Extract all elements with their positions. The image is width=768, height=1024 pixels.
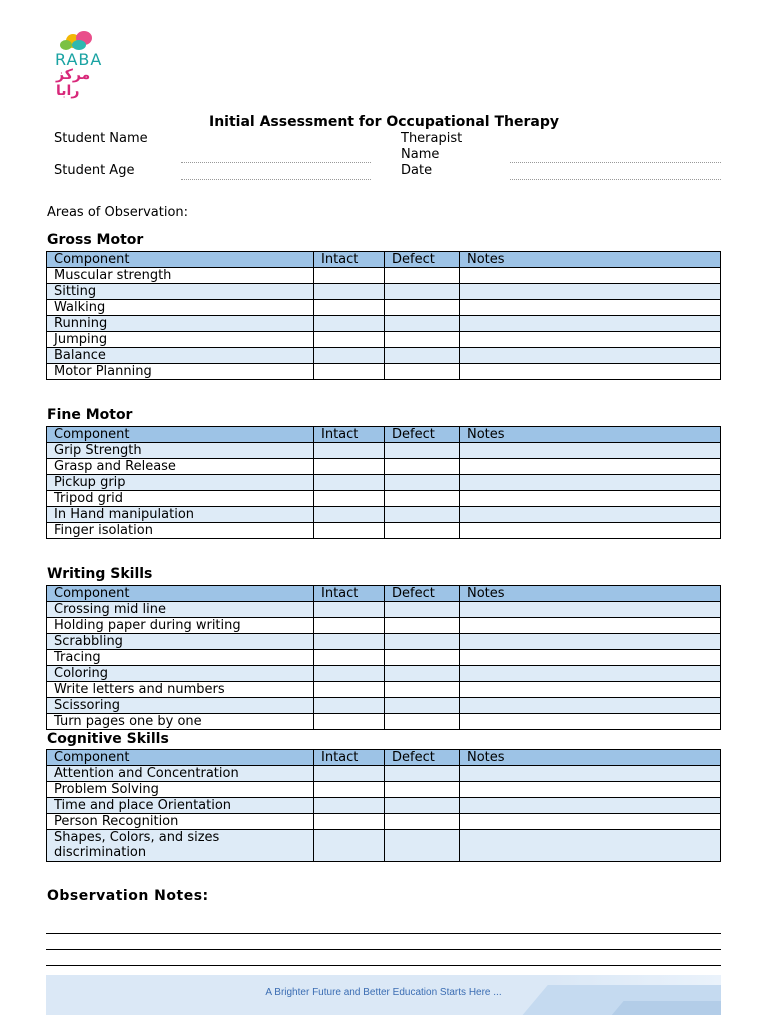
table-row xyxy=(47,507,721,523)
intact-cell[interactable] xyxy=(314,507,385,523)
defect-cell[interactable] xyxy=(385,698,460,714)
notes-cell[interactable] xyxy=(460,782,721,798)
intact-cell[interactable] xyxy=(314,666,385,682)
therapist-name-field[interactable] xyxy=(510,162,721,163)
table-row xyxy=(47,618,721,634)
notes-cell[interactable] xyxy=(460,602,721,618)
component-cell: Tripod grid xyxy=(47,491,314,507)
table-row xyxy=(47,830,721,862)
component-cell: Motor Planning xyxy=(47,364,314,380)
defect-cell[interactable] xyxy=(385,618,460,634)
component-cell: Tracing xyxy=(47,650,314,666)
notes-cell[interactable] xyxy=(460,332,721,348)
intact-cell[interactable] xyxy=(314,491,385,507)
component-cell: Pickup grip xyxy=(47,475,314,491)
table-header-row xyxy=(47,427,721,443)
writing-skills-heading: Writing Skills xyxy=(47,566,153,582)
date-field[interactable] xyxy=(510,179,721,180)
table-row xyxy=(47,459,721,475)
component-cell: Scissoring xyxy=(47,698,314,714)
component-cell-line-1: Shapes, Colors, and sizes xyxy=(54,830,220,845)
defect-cell[interactable] xyxy=(385,459,460,475)
component-header: Component xyxy=(47,427,314,443)
fine-motor-heading: Fine Motor xyxy=(47,407,133,423)
component-cell: Scrabbling xyxy=(47,634,314,650)
notes-cell[interactable] xyxy=(460,364,721,380)
notes-cell[interactable] xyxy=(460,814,721,830)
defect-cell[interactable] xyxy=(385,475,460,491)
defect-cell[interactable] xyxy=(385,284,460,300)
defect-cell[interactable] xyxy=(385,830,460,862)
component-cell: Time and place Orientation xyxy=(47,798,314,814)
notes-header: Notes xyxy=(460,586,721,602)
defect-cell[interactable] xyxy=(385,443,460,459)
notes-cell[interactable] xyxy=(460,491,721,507)
table-row xyxy=(47,332,721,348)
component-cell: Person Recognition xyxy=(47,814,314,830)
notes-cell[interactable] xyxy=(460,650,721,666)
gross-motor-heading: Gross Motor xyxy=(47,232,144,248)
table-row xyxy=(47,602,721,618)
student-name-label: Student Name xyxy=(54,131,148,146)
defect-cell[interactable] xyxy=(385,491,460,507)
table-row xyxy=(47,714,721,730)
notes-header: Notes xyxy=(460,750,721,766)
intact-cell[interactable] xyxy=(314,523,385,539)
notes-cell[interactable] xyxy=(460,348,721,364)
defect-cell[interactable] xyxy=(385,523,460,539)
component-cell: Jumping xyxy=(47,332,314,348)
notes-line[interactable] xyxy=(46,949,721,950)
intact-cell[interactable] xyxy=(314,814,385,830)
intact-cell[interactable] xyxy=(314,364,385,380)
notes-header: Notes xyxy=(460,252,721,268)
defect-cell[interactable] xyxy=(385,316,460,332)
table-row xyxy=(47,348,721,364)
student-age-field[interactable] xyxy=(181,179,371,180)
component-header: Component xyxy=(47,750,314,766)
table-row xyxy=(47,491,721,507)
notes-cell[interactable] xyxy=(460,507,721,523)
intact-cell[interactable] xyxy=(314,602,385,618)
intact-cell[interactable] xyxy=(314,443,385,459)
notes-cell[interactable] xyxy=(460,634,721,650)
footer-tagline: A Brighter Future and Better Education Starts Here ... xyxy=(265,987,502,998)
notes-line[interactable] xyxy=(46,965,721,966)
defect-cell[interactable] xyxy=(385,602,460,618)
table-header-row xyxy=(47,750,721,766)
defect-cell[interactable] xyxy=(385,682,460,698)
defect-cell[interactable] xyxy=(385,798,460,814)
component-cell: Balance xyxy=(47,348,314,364)
intact-header: Intact xyxy=(314,586,385,602)
notes-cell[interactable] xyxy=(460,316,721,332)
notes-cell[interactable] xyxy=(460,268,721,284)
component-header: Component xyxy=(47,252,314,268)
intact-cell[interactable] xyxy=(314,766,385,782)
defect-cell[interactable] xyxy=(385,300,460,316)
defect-cell[interactable] xyxy=(385,507,460,523)
component-cell: Holding paper during writing xyxy=(47,618,314,634)
defect-header: Defect xyxy=(385,427,460,443)
component-cell: Grasp and Release xyxy=(47,459,314,475)
observation-notes-heading: Observation Notes: xyxy=(47,888,209,904)
logo-arabic-text: مركز رابا xyxy=(56,67,91,99)
defect-cell[interactable] xyxy=(385,634,460,650)
defect-cell[interactable] xyxy=(385,650,460,666)
page-title: Initial Assessment for Occupational Therapy xyxy=(209,114,559,130)
defect-cell[interactable] xyxy=(385,666,460,682)
student-name-field[interactable] xyxy=(181,162,371,163)
table-row xyxy=(47,666,721,682)
table-row xyxy=(47,300,721,316)
notes-cell[interactable] xyxy=(460,618,721,634)
defect-header: Defect xyxy=(385,252,460,268)
table-row xyxy=(47,782,721,798)
notes-cell[interactable] xyxy=(460,459,721,475)
notes-cell[interactable] xyxy=(460,698,721,714)
defect-header: Defect xyxy=(385,586,460,602)
intact-cell[interactable] xyxy=(314,782,385,798)
notes-cell[interactable] xyxy=(460,284,721,300)
defect-header: Defect xyxy=(385,750,460,766)
notes-cell[interactable] xyxy=(460,798,721,814)
raba-logo xyxy=(52,28,116,99)
intact-cell[interactable] xyxy=(314,650,385,666)
intact-cell[interactable] xyxy=(314,475,385,491)
fine-motor-table xyxy=(46,426,721,539)
table-row xyxy=(47,766,721,782)
table-row xyxy=(47,284,721,300)
intact-cell[interactable] xyxy=(314,316,385,332)
table-row xyxy=(47,650,721,666)
defect-cell[interactable] xyxy=(385,268,460,284)
intact-cell[interactable] xyxy=(314,698,385,714)
component-cell: Attention and Concentration xyxy=(47,766,314,782)
defect-cell[interactable] xyxy=(385,766,460,782)
table-row xyxy=(47,682,721,698)
date-label: Date xyxy=(401,163,433,178)
intact-cell[interactable] xyxy=(314,798,385,814)
table-row xyxy=(47,364,721,380)
logo-text: RABA xyxy=(55,50,103,69)
component-cell: In Hand manipulation xyxy=(47,507,314,523)
cognitive-skills-heading: Cognitive Skills xyxy=(47,731,169,747)
notes-cell[interactable] xyxy=(460,766,721,782)
component-cell-line-2: discrimination xyxy=(54,845,147,860)
notes-cell[interactable] xyxy=(460,300,721,316)
component-cell: Sitting xyxy=(47,284,314,300)
component-cell: Finger isolation xyxy=(47,523,314,539)
table-row xyxy=(47,798,721,814)
table-row xyxy=(47,475,721,491)
notes-header: Notes xyxy=(460,427,721,443)
table-row xyxy=(47,523,721,539)
defect-cell[interactable] xyxy=(385,782,460,798)
intact-cell[interactable] xyxy=(314,634,385,650)
table-row xyxy=(47,634,721,650)
component-cell xyxy=(47,830,314,862)
notes-cell[interactable] xyxy=(460,830,721,862)
notes-cell[interactable] xyxy=(460,475,721,491)
component-cell: Walking xyxy=(47,300,314,316)
notes-line[interactable] xyxy=(46,933,721,934)
intact-header: Intact xyxy=(314,750,385,766)
component-cell: Problem Solving xyxy=(47,782,314,798)
cognitive-skills-table xyxy=(46,749,721,862)
gross-motor-table xyxy=(46,251,721,380)
therapist-name-label-1: Therapist xyxy=(401,131,463,146)
intact-cell[interactable] xyxy=(314,830,385,862)
defect-cell[interactable] xyxy=(385,348,460,364)
component-cell: Grip Strength xyxy=(47,443,314,459)
defect-cell[interactable] xyxy=(385,332,460,348)
table-row xyxy=(47,268,721,284)
student-age-label: Student Age xyxy=(54,163,135,178)
intact-cell[interactable] xyxy=(314,268,385,284)
intact-cell[interactable] xyxy=(314,682,385,698)
defect-cell[interactable] xyxy=(385,364,460,380)
intact-header: Intact xyxy=(314,427,385,443)
defect-cell[interactable] xyxy=(385,714,460,730)
table-row xyxy=(47,698,721,714)
table-row xyxy=(47,316,721,332)
footer-banner xyxy=(46,975,721,1015)
intact-cell[interactable] xyxy=(314,300,385,316)
areas-of-observation-label: Areas of Observation: xyxy=(47,205,189,220)
component-cell: Coloring xyxy=(47,666,314,682)
notes-cell[interactable] xyxy=(460,682,721,698)
table-row xyxy=(47,443,721,459)
writing-skills-table xyxy=(46,585,721,730)
component-header: Component xyxy=(47,586,314,602)
intact-cell[interactable] xyxy=(314,714,385,730)
table-header-row xyxy=(47,252,721,268)
intact-cell[interactable] xyxy=(314,348,385,364)
component-cell: Muscular strength xyxy=(47,268,314,284)
component-cell: Running xyxy=(47,316,314,332)
component-cell: Turn pages one by one xyxy=(47,714,314,730)
component-cell: Crossing mid line xyxy=(47,602,314,618)
notes-cell[interactable] xyxy=(460,666,721,682)
intact-cell[interactable] xyxy=(314,618,385,634)
therapist-name-label-2: Name xyxy=(401,147,440,162)
defect-cell[interactable] xyxy=(385,814,460,830)
component-cell: Write letters and numbers xyxy=(47,682,314,698)
intact-header: Intact xyxy=(314,252,385,268)
notes-cell[interactable] xyxy=(460,443,721,459)
intact-cell[interactable] xyxy=(314,459,385,475)
notes-cell[interactable] xyxy=(460,523,721,539)
intact-cell[interactable] xyxy=(314,332,385,348)
table-row xyxy=(47,814,721,830)
table-header-row xyxy=(47,586,721,602)
intact-cell[interactable] xyxy=(314,284,385,300)
notes-cell[interactable] xyxy=(460,714,721,730)
